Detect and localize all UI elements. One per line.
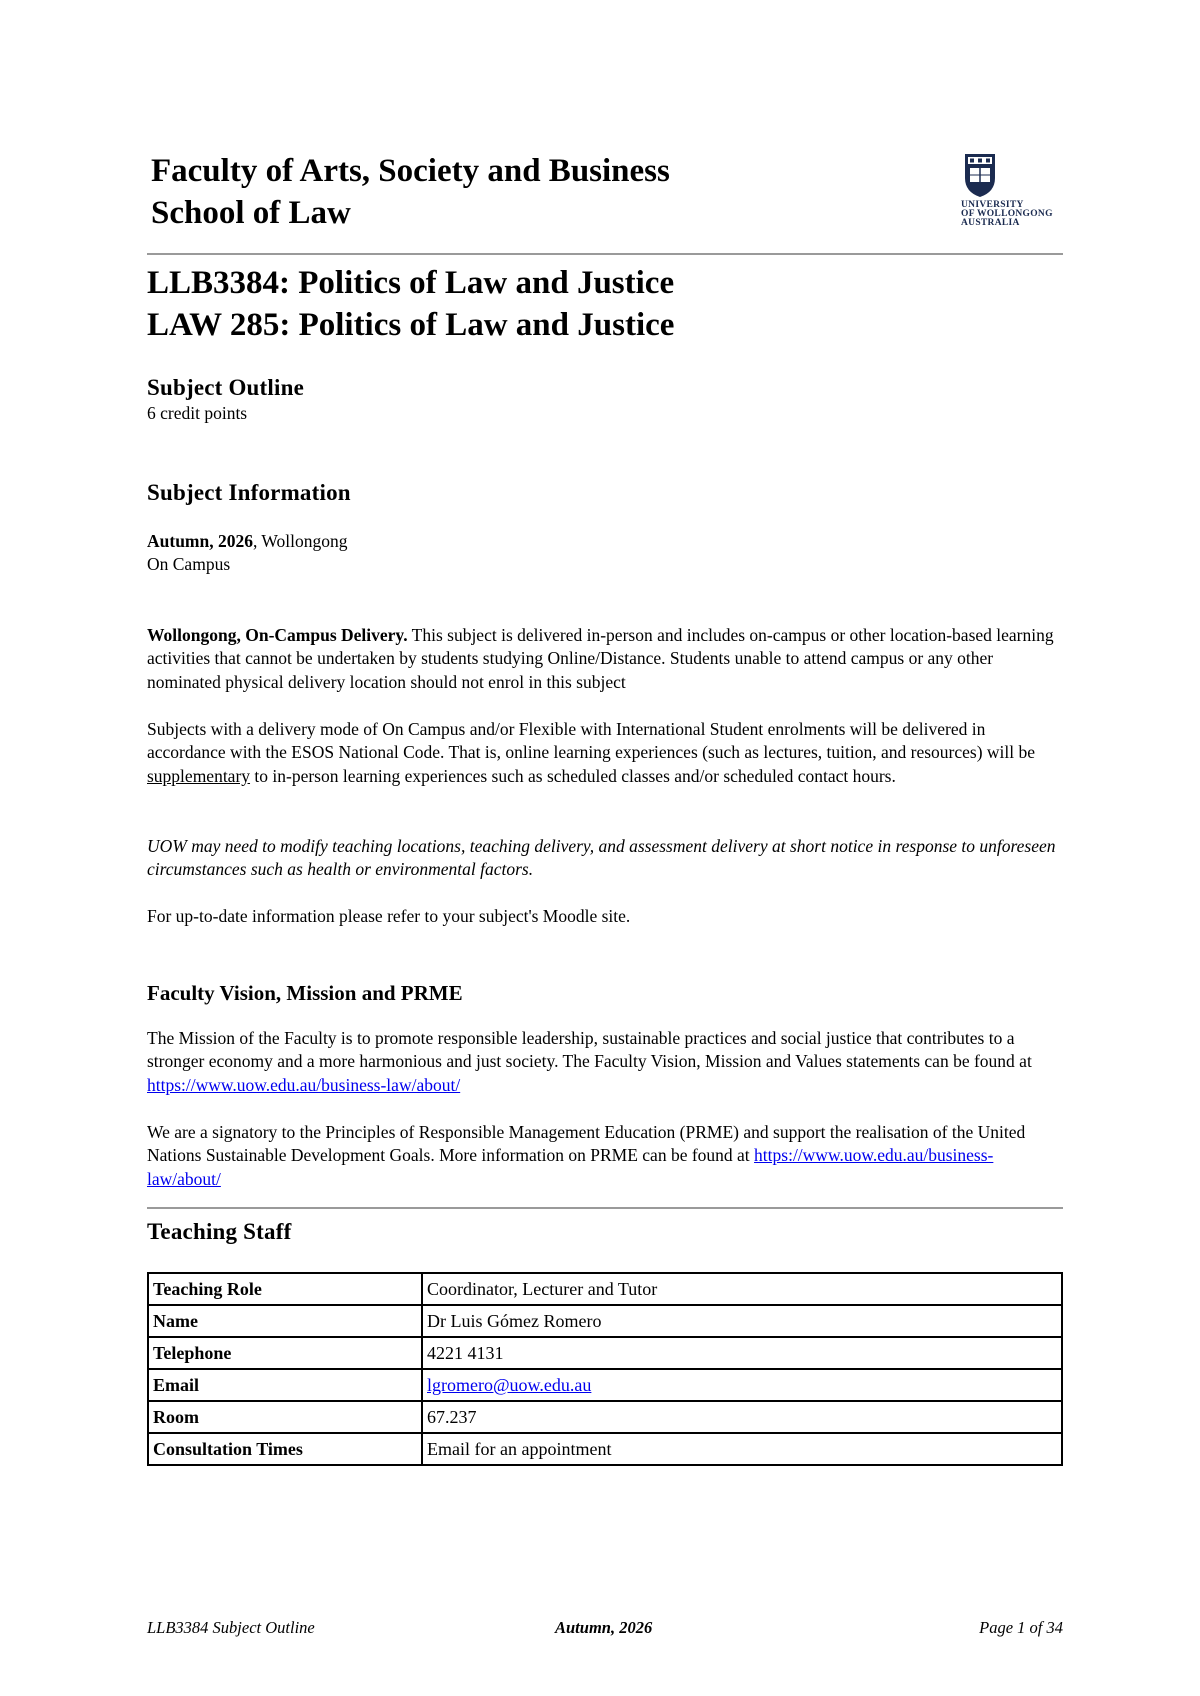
uow-logo xyxy=(961,152,1071,234)
teaching-staff-section xyxy=(147,1218,1063,1246)
school-name: School of Law xyxy=(151,195,351,231)
mission-link[interactable]: https://www.uow.edu.au/business-law/about/ xyxy=(147,1074,461,1095)
esos-underlined: supplementary xyxy=(147,765,251,786)
teaching-staff-table xyxy=(147,1272,1063,1466)
row-label: Teaching Role xyxy=(148,1273,422,1305)
vision-heading: Faculty Vision, Mission and PRME xyxy=(147,981,463,1005)
section-divider xyxy=(147,1207,1063,1209)
moodle-paragraph xyxy=(147,905,1063,928)
footer-session: Autumn, 2026 xyxy=(555,1618,653,1637)
session-name: Autumn, 2026 xyxy=(147,531,253,551)
table-row xyxy=(148,1273,1062,1305)
table-row xyxy=(148,1337,1062,1369)
faculty-name: Faculty of Arts, Society and Business xyxy=(151,153,670,189)
vision-section xyxy=(147,980,1063,1006)
footer-subject: LLB3384 Subject Outline xyxy=(147,1618,315,1637)
delivery-title: Wollongong, On-Campus Delivery. xyxy=(147,625,408,645)
row-label: Consultation Times xyxy=(148,1433,422,1465)
row-value: 4221 4131 xyxy=(422,1337,1062,1369)
modify-notice-paragraph xyxy=(147,835,1063,882)
row-value: Dr Luis Gómez Romero xyxy=(422,1305,1062,1337)
subject-codes xyxy=(147,262,674,346)
row-value: Email for an appointment xyxy=(422,1433,1062,1465)
table-row xyxy=(148,1433,1062,1465)
document-page xyxy=(147,0,1063,1696)
row-label: Name xyxy=(148,1305,422,1337)
subject-outline-section xyxy=(147,374,1063,425)
subject-code-secondary: LAW 285: Politics of Law and Justice xyxy=(147,307,675,343)
table-row xyxy=(148,1305,1062,1337)
session-line xyxy=(147,530,1063,553)
delivery-paragraph xyxy=(147,624,1063,694)
mission-text: The Mission of the Faculty is to promote responsible leadership, sustainable practices and social justice that contributes to a stronger economy and a more harmonious and just society. The Faculty Vision, Mission and Values statements can be found at xyxy=(147,1028,1032,1072)
teaching-staff-heading: Teaching Staff xyxy=(147,1219,292,1244)
footer-page-number: Page 1 of 34 xyxy=(979,1618,1063,1637)
session-campus: , Wollongong xyxy=(253,531,348,551)
delivery-text: This subject is delivered in-person and includes on-campus or other location-based learning activities that cannot be undertaken by students studying Online/Distance. Students unable to attend campus or any other nominated physical delivery location should not enrol in this subject xyxy=(147,625,1054,692)
row-label: Telephone xyxy=(148,1337,422,1369)
subject-information-section xyxy=(147,479,1063,507)
row-value: Coordinator, Lecturer and Tutor xyxy=(422,1273,1062,1305)
uow-crest-icon xyxy=(963,152,997,198)
moodle-note: For up-to-date information please refer to your subject's Moodle site. xyxy=(147,906,631,926)
table-row xyxy=(148,1401,1062,1433)
logo-wordmark: UNIVERSITY OF WOLLONGONG AUSTRALIA xyxy=(961,200,1053,228)
table-row xyxy=(148,1369,1062,1401)
session-block xyxy=(147,530,1063,577)
prme-text: We are a signatory to the Principles of Responsible Management Education (PRME) and support the realisation of the United Nations Sustainable Development Goals. More information on PRME can be found at xyxy=(147,1122,1026,1166)
modify-notice: UOW may need to modify teaching locations, teaching delivery, and assessment delivery at short notice in response to unforeseen circumstances such as health or environmental factors. xyxy=(147,836,1056,880)
esos-text-b: to in-person learning experiences such as scheduled classes and/or scheduled contact hours. xyxy=(250,765,896,786)
row-label: Room xyxy=(148,1401,422,1433)
esos-paragraph xyxy=(147,718,1063,788)
subject-information-heading: Subject Information xyxy=(147,480,351,505)
faculty-header xyxy=(151,150,1063,234)
mission-paragraph xyxy=(147,1027,1063,1097)
esos-text-a: Subjects with a delivery mode of On Campus and/or Flexible with International Student enrolments will be delivered in accordance with the ESOS National Code. That is, online learning experiences (such as lectures, tuition, and resources) will be xyxy=(147,719,1036,763)
header-divider xyxy=(147,253,1063,255)
delivery-mode: On Campus xyxy=(147,554,231,575)
prme-link[interactable]: https://www.uow.edu.au/business-law/about/ xyxy=(147,1145,994,1189)
subject-code-primary: LLB3384: Politics of Law and Justice xyxy=(147,265,675,301)
row-label: Email xyxy=(148,1369,422,1401)
email-link[interactable]: lgromero@uow.edu.au xyxy=(427,1374,592,1395)
prme-paragraph xyxy=(147,1121,1063,1191)
subject-outline-heading: Subject Outline xyxy=(147,375,304,400)
row-value: 67.237 xyxy=(422,1401,1062,1433)
credit-points: 6 credit points xyxy=(147,403,248,423)
